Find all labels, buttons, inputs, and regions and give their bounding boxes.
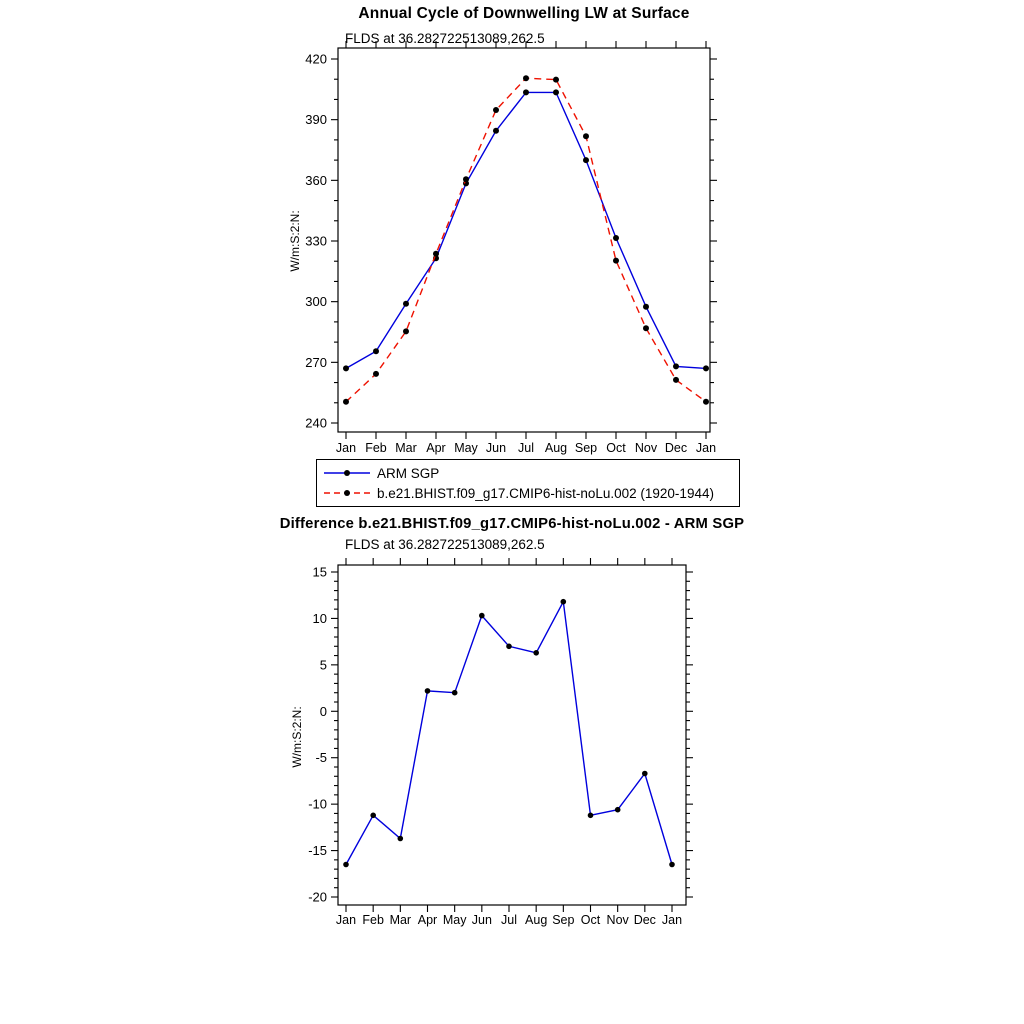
y-tick-label: -20 (308, 889, 327, 905)
x-tick-label: Jun (485, 441, 507, 455)
chart1-plot-area (305, 41, 717, 455)
x-tick-label: Nov (634, 441, 658, 455)
x-tick-label: Aug (525, 913, 548, 927)
chart2-plot-area (308, 558, 693, 927)
legend-line-sample-solid (322, 465, 372, 481)
legend-entry-arm-sgp (322, 463, 734, 483)
x-tick-label: Feb (365, 441, 387, 455)
series-marker-0 (613, 235, 619, 241)
x-tick-label: Jul (501, 913, 517, 927)
series-marker-1 (673, 377, 679, 383)
series-marker-0 (425, 688, 431, 694)
legend-marker-dot-icon (344, 470, 350, 476)
series-marker-0 (506, 644, 512, 650)
series-marker-0 (343, 862, 349, 868)
x-tick-label: Nov (606, 913, 629, 927)
y-tick-label: -10 (308, 796, 327, 812)
y-tick-label: 390 (305, 112, 327, 128)
chart1-yaxis-label: W/m:S:2:N: (288, 210, 302, 272)
series-marker-1 (583, 133, 589, 139)
y-tick-label: -15 (308, 843, 327, 859)
legend-box (316, 459, 740, 507)
y-tick-label: 330 (305, 233, 327, 249)
x-tick-label: May (442, 913, 467, 927)
series-marker-0 (642, 771, 648, 777)
x-tick-label: Jan (661, 913, 683, 927)
series-marker-0 (398, 836, 404, 842)
chart2-subtitle: FLDS at 36.282722513089,262.5 (345, 537, 545, 552)
series-marker-1 (343, 399, 349, 405)
x-tick-label: Mar (389, 913, 412, 927)
x-tick-label: Apr (426, 441, 446, 455)
legend-label-arm-sgp: ARM SGP (377, 465, 440, 481)
series-marker-1 (643, 325, 649, 331)
x-tick-label: Sep (552, 913, 575, 927)
y-tick-label: 0 (319, 703, 327, 719)
x-tick-label: Aug (544, 441, 568, 455)
y-tick-label: 420 (305, 51, 327, 67)
x-tick-label: Oct (606, 441, 626, 455)
x-tick-label: May (454, 441, 478, 455)
series-marker-0 (615, 807, 621, 813)
series-line-0 (346, 602, 672, 865)
x-tick-label: Jan (695, 441, 717, 455)
y-tick-label: 15 (312, 564, 327, 580)
series-marker-0 (493, 128, 499, 134)
series-marker-1 (523, 75, 529, 81)
series-marker-0 (523, 89, 529, 95)
y-tick-label: 5 (319, 657, 327, 673)
x-tick-label: Jun (471, 913, 492, 927)
x-tick-label: Oct (580, 913, 601, 927)
x-tick-label: Jul (518, 441, 534, 455)
x-tick-label: Apr (417, 913, 438, 927)
series-marker-0 (643, 304, 649, 310)
plot-frame (338, 48, 710, 432)
series-marker-0 (703, 365, 709, 371)
series-marker-0 (673, 363, 679, 369)
x-tick-label: Mar (395, 441, 417, 455)
x-tick-label: Dec (633, 913, 656, 927)
series-marker-0 (452, 690, 458, 696)
x-tick-label: Feb (362, 913, 384, 927)
chart2-yaxis-label: W/m:S:2:N: (290, 706, 304, 768)
series-marker-0 (669, 862, 675, 868)
legend-marker-dot-icon (344, 490, 350, 496)
x-tick-label: Jan (335, 913, 357, 927)
chart1-title: Annual Cycle of Downwelling LW at Surface (358, 5, 690, 22)
series-marker-0 (561, 599, 567, 605)
series-marker-0 (588, 813, 594, 819)
plot-frame (338, 565, 686, 905)
series-marker-0 (343, 365, 349, 371)
series-marker-1 (493, 107, 499, 113)
y-tick-label: 300 (305, 294, 327, 310)
series-marker-0 (479, 613, 485, 619)
x-tick-label: Jan (335, 441, 357, 455)
y-tick-label: 10 (312, 610, 327, 626)
chart1-subtitle: FLDS at 36.282722513089,262.5 (345, 31, 545, 46)
series-marker-1 (403, 328, 409, 334)
series-line-0 (346, 92, 706, 368)
series-marker-0 (373, 348, 379, 354)
legend-label-model: b.e21.BHIST.f09_g17.CMIP6-hist-noLu.002 (1920-1944) (377, 485, 714, 501)
series-marker-1 (433, 251, 439, 257)
legend-entry-model (322, 483, 734, 503)
y-tick-label: 270 (305, 354, 327, 370)
series-marker-0 (403, 301, 409, 307)
series-marker-0 (533, 650, 539, 656)
series-line-1 (346, 78, 706, 402)
series-marker-1 (613, 258, 619, 264)
legend-line-sample-dashed (322, 485, 372, 501)
series-marker-0 (583, 157, 589, 163)
x-tick-label: Sep (574, 441, 598, 455)
x-tick-label: Dec (664, 441, 688, 455)
series-marker-1 (553, 77, 559, 83)
y-tick-label: 360 (305, 172, 327, 188)
y-tick-label: -5 (315, 750, 327, 766)
series-marker-0 (370, 813, 376, 819)
series-marker-0 (553, 89, 559, 95)
series-marker-1 (373, 371, 379, 377)
series-marker-1 (703, 399, 709, 405)
y-tick-label: 240 (305, 415, 327, 431)
chart2-title: Difference b.e21.BHIST.f09_g17.CMIP6-hist-noLu.002 - ARM SGP (279, 516, 745, 532)
series-marker-1 (463, 176, 469, 182)
